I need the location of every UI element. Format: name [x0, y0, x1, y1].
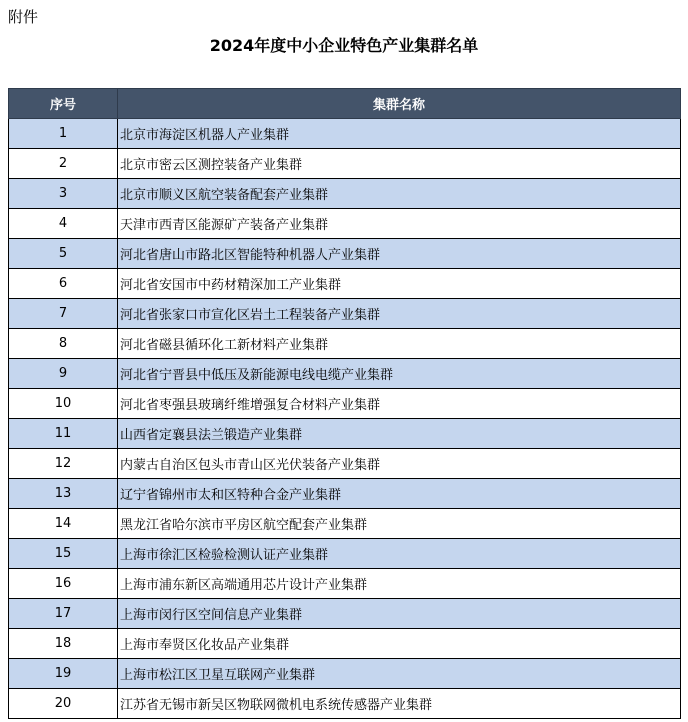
row-number: 4 [9, 209, 118, 239]
row-number: 20 [9, 689, 118, 719]
cluster-name: 河北省宁晋县中低压及新能源电线电缆产业集群 [118, 359, 681, 389]
table-row [9, 389, 681, 419]
cluster-name: 上海市浦东新区高端通用芯片设计产业集群 [118, 569, 681, 599]
cluster-name: 河北省安国市中药材精深加工产业集群 [118, 269, 681, 299]
cluster-name: 河北省磁县循环化工新材料产业集群 [118, 329, 681, 359]
cluster-name: 黑龙江省哈尔滨市平房区航空配套产业集群 [118, 509, 681, 539]
row-number: 18 [9, 629, 118, 659]
row-number: 2 [9, 149, 118, 179]
table-row [9, 299, 681, 329]
row-number: 6 [9, 269, 118, 299]
table-row [9, 509, 681, 539]
table-row [9, 269, 681, 299]
page-title: 2024年度中小企业特色产业集群名单 [209, 36, 479, 55]
table-row [9, 629, 681, 659]
table-row [9, 449, 681, 479]
table-row [9, 209, 681, 239]
row-number: 1 [9, 119, 118, 149]
row-number: 5 [9, 239, 118, 269]
cluster-name: 上海市闵行区空间信息产业集群 [118, 599, 681, 629]
cluster-name: 北京市密云区测控装备产业集群 [118, 149, 681, 179]
table-row [9, 569, 681, 599]
cluster-name: 河北省枣强县玻璃纤维增强复合材料产业集群 [118, 389, 681, 419]
row-number: 3 [9, 179, 118, 209]
table-row [9, 539, 681, 569]
row-number: 9 [9, 359, 118, 389]
table-header-row [9, 89, 681, 119]
row-number: 14 [9, 509, 118, 539]
column-header-cluster-name: 集群名称 [118, 89, 681, 119]
cluster-name: 天津市西青区能源矿产装备产业集群 [118, 209, 681, 239]
table-row [9, 359, 681, 389]
cluster-name: 北京市顺义区航空装备配套产业集群 [118, 179, 681, 209]
table-row [9, 239, 681, 269]
row-number: 12 [9, 449, 118, 479]
row-number: 17 [9, 599, 118, 629]
table-row [9, 689, 681, 719]
cluster-name: 上海市松江区卫星互联网产业集群 [118, 659, 681, 689]
cluster-name: 北京市海淀区机器人产业集群 [118, 119, 681, 149]
table-row [9, 179, 681, 209]
column-header-number: 序号 [9, 89, 118, 119]
table-row [9, 599, 681, 629]
row-number: 7 [9, 299, 118, 329]
cluster-name: 江苏省无锡市新吴区物联网微机电系统传感器产业集群 [118, 689, 681, 719]
row-number: 13 [9, 479, 118, 509]
cluster-name: 辽宁省锦州市太和区特种合金产业集群 [118, 479, 681, 509]
cluster-name: 上海市奉贤区化妆品产业集群 [118, 629, 681, 659]
cluster-name: 内蒙古自治区包头市青山区光伏装备产业集群 [118, 449, 681, 479]
table-row [9, 149, 681, 179]
table-row [9, 659, 681, 689]
row-number: 10 [9, 389, 118, 419]
table-row [9, 419, 681, 449]
table-row [9, 119, 681, 149]
row-number: 15 [9, 539, 118, 569]
attachment-label: 附件 [8, 8, 39, 26]
cluster-name: 河北省张家口市宣化区岩土工程装备产业集群 [118, 299, 681, 329]
cluster-name: 河北省唐山市路北区智能特种机器人产业集群 [118, 239, 681, 269]
row-number: 11 [9, 419, 118, 449]
cluster-name: 山西省定襄县法兰锻造产业集群 [118, 419, 681, 449]
cluster-table [8, 88, 681, 719]
table-row [9, 329, 681, 359]
row-number: 19 [9, 659, 118, 689]
cluster-name: 上海市徐汇区检验检测认证产业集群 [118, 539, 681, 569]
row-number: 16 [9, 569, 118, 599]
row-number: 8 [9, 329, 118, 359]
table-row [9, 479, 681, 509]
